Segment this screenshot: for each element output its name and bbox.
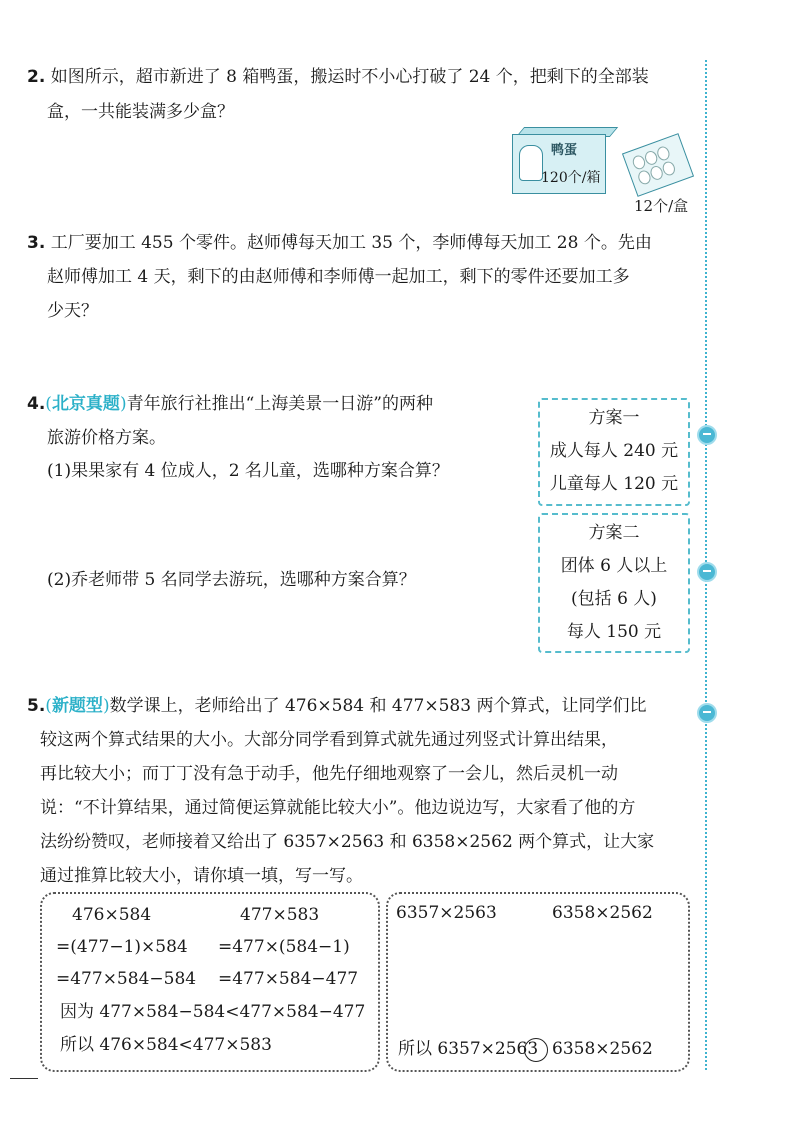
egg-icon: [661, 160, 677, 177]
task-expr-a: 6357×2563: [396, 903, 497, 923]
question-text: 工厂要加工 455 个零件。赵师傅每天加工 35 个，李师傅每天加工 28 个。先由: [50, 233, 652, 253]
source-tag: 新题型: [51, 696, 103, 716]
egg-icon: [655, 145, 671, 162]
plan-1-child-price: 儿童每人 120 元: [549, 474, 679, 494]
duck-icon: [519, 145, 543, 181]
margin-bullet-icon: [697, 425, 717, 445]
question-5: 5.(新题型)数学课上，老师给出了 476×584 和 477×583 两个算式，让同学们比: [27, 696, 647, 716]
question-text: 少天？: [47, 301, 98, 321]
example-step-a: =477×584−584: [56, 969, 197, 989]
question-text: 青年旅行社推出“上海美景一日游”的两种: [126, 394, 433, 414]
page-mark: [10, 1078, 38, 1079]
crate-title: 鸭蛋: [551, 143, 578, 158]
sub-question-2: (2)乔老师带 5 名同学去游玩，选哪种方案合算？: [47, 570, 416, 590]
source-tag: 北京真题: [51, 394, 120, 414]
task-conclusion-suffix: 6358×2562: [552, 1039, 653, 1059]
question-text: 数学课上，老师给出了 476×584 和 477×583 两个算式，让同学们比: [109, 696, 647, 716]
question-text: 说：“不计算结果，通过简便运算就能比较大小”。他边说边写，大家看了他的方: [40, 798, 636, 818]
question-4: 4.(北京真题)青年旅行社推出“上海美景一日游”的两种: [27, 394, 433, 414]
example-step-a: =(477−1)×584: [56, 937, 188, 957]
question-number: 4.: [27, 394, 46, 414]
plan-2-group-rule: 团体 6 人以上: [560, 556, 668, 576]
plan-1-title: 方案一: [588, 408, 640, 428]
question-text: 较这两个算式结果的大小。大部分同学看到算式就先通过列竖式计算出结果，: [40, 730, 618, 750]
box-label: 12个/盒: [634, 197, 689, 215]
question-text: 盒，一共能装满多少盒？: [47, 102, 234, 122]
example-expr-b: 477×583: [240, 905, 320, 925]
question-text: 法纷纷赞叹，老师接着又给出了 6357×2563 和 6358×2562 两个算式，让大家: [40, 832, 655, 852]
plan-1-adult-price: 成人每人 240 元: [549, 441, 679, 461]
question-text: 赵师傅加工 4 天，剩下的由赵师傅和李师傅一起加工，剩下的零件还要加工多: [47, 267, 630, 287]
question-text: 如图所示，超市新进了 8 箱鸭蛋，搬运时不小心打破了 24 个，把剩下的全部装: [50, 67, 649, 87]
question-text: 再比较大小；而丁丁没有急于动手，他先仔细地观察了一会儿，然后灵机一动: [40, 764, 618, 784]
question-number: 2.: [27, 67, 46, 87]
example-step-b: =477×584−477: [218, 969, 359, 989]
sub-question-1: (1)果果家有 4 位成人，2 名儿童，选哪种方案合算？: [47, 461, 449, 481]
egg-crate-illustration: [512, 134, 606, 194]
crate-label: 120个/箱: [541, 170, 601, 186]
plan-2-box: [538, 513, 690, 653]
example-step-b: =477×(584−1): [218, 937, 350, 957]
plan-2-title: 方案二: [588, 523, 640, 543]
plan-2-price: 每人 150 元: [566, 622, 662, 642]
question-number: 5.: [27, 696, 46, 716]
margin-bullet-icon: [697, 562, 717, 582]
question-text: 通过推算比较大小，请你填一填，写一写。: [40, 866, 363, 886]
comparison-blank[interactable]: [524, 1038, 548, 1062]
example-conclusion: 所以 476×584<477×583: [60, 1035, 272, 1055]
plan-1-box: [538, 398, 690, 506]
task-conclusion-prefix: 所以 6357×2563: [398, 1039, 539, 1059]
plan-2-note: (包括 6 人): [571, 589, 657, 609]
example-because: 因为 477×584−584<477×584−477: [60, 1002, 366, 1022]
task-expr-b: 6358×2562: [552, 903, 653, 923]
question-text: 旅游价格方案。: [47, 428, 166, 448]
question-3: [27, 232, 652, 254]
example-expr-a: 476×584: [72, 905, 152, 925]
question-2: [27, 66, 649, 88]
question-number: 3.: [27, 233, 46, 253]
egg-box-illustration: [622, 133, 694, 197]
margin-bullet-icon: [697, 703, 717, 723]
